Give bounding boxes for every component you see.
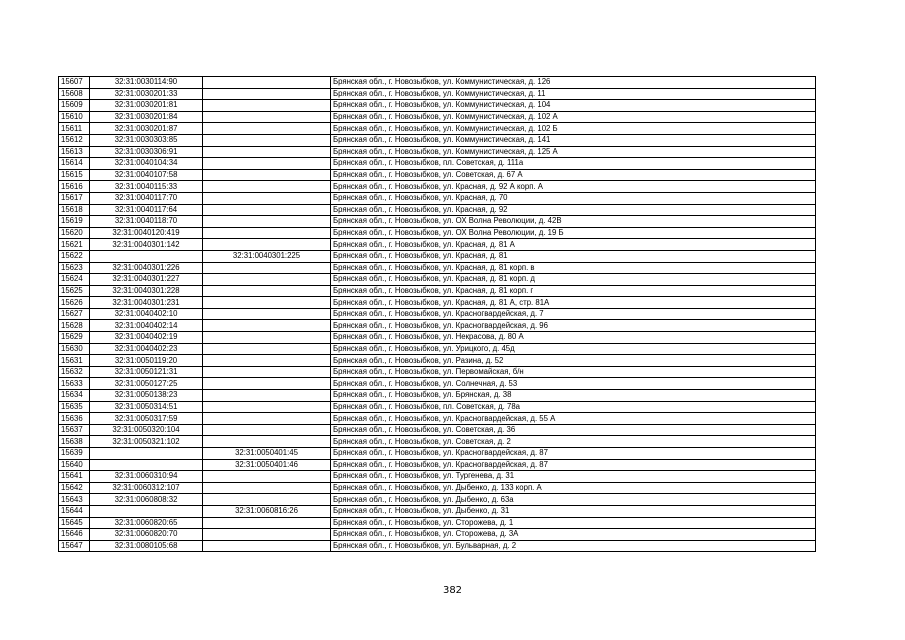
cadastral-number-cell: 32:31:0030306:91 xyxy=(90,146,203,158)
cadastral-number-2-cell xyxy=(203,390,331,402)
row-number-cell: 15646 xyxy=(59,529,90,541)
cadastral-number-2-cell xyxy=(203,285,331,297)
cadastral-number-cell: 32:31:0050138:23 xyxy=(90,390,203,402)
cadastral-number-2-cell xyxy=(203,436,331,448)
row-number-cell: 15611 xyxy=(59,123,90,135)
address-cell: Брянская обл., г. Новозыбков, ул. Советская, д. 36 xyxy=(331,424,816,436)
row-number-cell: 15643 xyxy=(59,494,90,506)
cadastral-number-cell: 32:31:0040301:227 xyxy=(90,274,203,286)
address-cell: Брянская обл., г. Новозыбков, ул. Коммунистическая, д. 126 xyxy=(331,77,816,89)
address-cell: Брянская обл., г. Новозыбков, пл. Советская, д. 111а xyxy=(331,158,816,170)
table-row xyxy=(59,100,816,112)
table-row xyxy=(59,332,816,344)
cadastral-number-cell xyxy=(90,448,203,460)
row-number-cell: 15623 xyxy=(59,262,90,274)
row-number-cell: 15632 xyxy=(59,366,90,378)
row-number-cell: 15626 xyxy=(59,297,90,309)
table-row xyxy=(59,227,816,239)
cadastral-number-2-cell xyxy=(203,158,331,170)
cadastral-number-2-cell xyxy=(203,320,331,332)
table-row xyxy=(59,216,816,228)
cadastral-number-cell xyxy=(90,505,203,517)
cadastral-number-2-cell xyxy=(203,227,331,239)
cadastral-number-2-cell xyxy=(203,413,331,425)
address-cell: Брянская обл., г. Новозыбков, ул. Красная, д. 70 xyxy=(331,192,816,204)
table-row xyxy=(59,436,816,448)
table-row xyxy=(59,77,816,89)
table-row xyxy=(59,505,816,517)
cadastral-number-2-cell xyxy=(203,297,331,309)
address-cell: Брянская обл., г. Новозыбков, ул. Красногвардейская, д. 87 xyxy=(331,459,816,471)
address-cell: Брянская обл., г. Новозыбков, ул. ОХ Волна Революции, д. 42В xyxy=(331,216,816,228)
address-cell: Брянская обл., г. Новозыбков, ул. Урицкого, д. 45д xyxy=(331,343,816,355)
cadastral-number-cell: 32:31:0040402:23 xyxy=(90,343,203,355)
table-row xyxy=(59,285,816,297)
table-body xyxy=(59,77,816,552)
address-cell: Брянская обл., г. Новозыбков, ул. Первомайская, б/н xyxy=(331,366,816,378)
address-cell: Брянская обл., г. Новозыбков, ул. Тургенева, д. 31 xyxy=(331,471,816,483)
table-row xyxy=(59,459,816,471)
cadastral-number-cell: 32:31:0050119:20 xyxy=(90,355,203,367)
cadastral-number-2-cell xyxy=(203,366,331,378)
cadastral-number-2-cell xyxy=(203,540,331,552)
cadastral-number-2-cell xyxy=(203,111,331,123)
table-row xyxy=(59,239,816,251)
cadastral-number-2-cell: 32:31:0050401:46 xyxy=(203,459,331,471)
cadastral-number-cell: 32:31:0040301:228 xyxy=(90,285,203,297)
cadastral-number-cell: 32:31:0030201:33 xyxy=(90,88,203,100)
cadastral-number-2-cell xyxy=(203,88,331,100)
address-cell: Брянская обл., г. Новозыбков, ул. Сторожева, д. 3А xyxy=(331,529,816,541)
cadastral-number-cell: 32:31:0040402:10 xyxy=(90,308,203,320)
table-row xyxy=(59,390,816,402)
address-cell: Брянская обл., г. Новозыбков, ул. Красная, д. 81 корп. в xyxy=(331,262,816,274)
cadastral-number-cell: 32:31:0050320:104 xyxy=(90,424,203,436)
row-number-cell: 15636 xyxy=(59,413,90,425)
cadastral-number-cell: 32:31:0040117:64 xyxy=(90,204,203,216)
row-number-cell: 15629 xyxy=(59,332,90,344)
address-cell: Брянская обл., г. Новозыбков, ул. Сторожева, д. 1 xyxy=(331,517,816,529)
row-number-cell: 15608 xyxy=(59,88,90,100)
cadastral-number-cell: 32:31:0040301:142 xyxy=(90,239,203,251)
cadastral-number-cell: 32:31:0040301:226 xyxy=(90,262,203,274)
row-number-cell: 15615 xyxy=(59,169,90,181)
address-cell: Брянская обл., г. Новозыбков, ул. Брянская, д. 38 xyxy=(331,390,816,402)
cadastral-number-2-cell xyxy=(203,134,331,146)
cadastral-number-2-cell xyxy=(203,146,331,158)
table-row xyxy=(59,343,816,355)
table-row xyxy=(59,250,816,262)
table-row xyxy=(59,355,816,367)
table-row xyxy=(59,146,816,158)
row-number-cell: 15633 xyxy=(59,378,90,390)
table-row xyxy=(59,424,816,436)
address-cell: Брянская обл., г. Новозыбков, ул. Некрасова, д. 80 А xyxy=(331,332,816,344)
row-number-cell: 15638 xyxy=(59,436,90,448)
row-number-cell: 15630 xyxy=(59,343,90,355)
row-number-cell: 15619 xyxy=(59,216,90,228)
cadastral-number-cell: 32:31:0050127:25 xyxy=(90,378,203,390)
row-number-cell: 15635 xyxy=(59,401,90,413)
row-number-cell: 15644 xyxy=(59,505,90,517)
table-row xyxy=(59,378,816,390)
cadastral-number-2-cell xyxy=(203,123,331,135)
cadastral-number-2-cell xyxy=(203,181,331,193)
table-row xyxy=(59,320,816,332)
row-number-cell: 15607 xyxy=(59,77,90,89)
table-row xyxy=(59,181,816,193)
cadastral-number-cell: 32:31:0050121:31 xyxy=(90,366,203,378)
row-number-cell: 15625 xyxy=(59,285,90,297)
address-cell: Брянская обл., г. Новозыбков, ул. ОХ Волна Революции, д. 19 Б xyxy=(331,227,816,239)
address-cell: Брянская обл., г. Новозыбков, ул. Солнечная, д. 53 xyxy=(331,378,816,390)
row-number-cell: 15613 xyxy=(59,146,90,158)
cadastral-number-2-cell xyxy=(203,424,331,436)
table-row xyxy=(59,540,816,552)
cadastral-number-2-cell xyxy=(203,471,331,483)
cadastral-number-cell: 32:31:0030201:81 xyxy=(90,100,203,112)
cadastral-number-2-cell xyxy=(203,308,331,320)
property-table xyxy=(58,76,816,552)
row-number-cell: 15610 xyxy=(59,111,90,123)
cadastral-number-cell: 32:31:0060820:70 xyxy=(90,529,203,541)
row-number-cell: 15617 xyxy=(59,192,90,204)
address-cell: Брянская обл., г. Новозыбков, пл. Советская, д. 78а xyxy=(331,401,816,413)
row-number-cell: 15621 xyxy=(59,239,90,251)
address-cell: Брянская обл., г. Новозыбков, ул. Красная, д. 81 А xyxy=(331,239,816,251)
table-row xyxy=(59,262,816,274)
address-cell: Брянская обл., г. Новозыбков, ул. Красногвардейская, д. 96 xyxy=(331,320,816,332)
address-cell: Брянская обл., г. Новозыбков, ул. Дыбенко, д. 63а xyxy=(331,494,816,506)
cadastral-number-2-cell: 32:31:0060816:26 xyxy=(203,505,331,517)
table-row xyxy=(59,297,816,309)
cadastral-number-cell: 32:31:0040104:34 xyxy=(90,158,203,170)
address-cell: Брянская обл., г. Новозыбков, ул. Разина, д. 52 xyxy=(331,355,816,367)
cadastral-number-cell: 32:31:0040115:33 xyxy=(90,181,203,193)
row-number-cell: 15642 xyxy=(59,482,90,494)
cadastral-number-cell: 32:31:0040107:58 xyxy=(90,169,203,181)
table-row xyxy=(59,413,816,425)
cadastral-number-2-cell xyxy=(203,378,331,390)
cadastral-number-2-cell xyxy=(203,216,331,228)
table-row xyxy=(59,158,816,170)
address-cell: Брянская обл., г. Новозыбков, ул. Коммунистическая, д. 104 xyxy=(331,100,816,112)
row-number-cell: 15624 xyxy=(59,274,90,286)
address-cell: Брянская обл., г. Новозыбков, ул. Коммунистическая, д. 102 Б xyxy=(331,123,816,135)
row-number-cell: 15614 xyxy=(59,158,90,170)
table-row xyxy=(59,192,816,204)
address-cell: Брянская обл., г. Новозыбков, ул. Красная, д. 92 xyxy=(331,204,816,216)
cadastral-number-2-cell xyxy=(203,401,331,413)
table-row xyxy=(59,308,816,320)
cadastral-number-cell: 32:31:0080105:68 xyxy=(90,540,203,552)
cadastral-number-cell: 32:31:0060312:107 xyxy=(90,482,203,494)
cadastral-number-cell: 32:31:0030201:84 xyxy=(90,111,203,123)
row-number-cell: 15618 xyxy=(59,204,90,216)
table-row xyxy=(59,134,816,146)
table-row xyxy=(59,274,816,286)
table-row xyxy=(59,448,816,460)
cadastral-number-cell: 32:31:0060808:32 xyxy=(90,494,203,506)
cadastral-number-cell: 32:31:0030114:90 xyxy=(90,77,203,89)
table-row xyxy=(59,123,816,135)
cadastral-number-2-cell xyxy=(203,169,331,181)
cadastral-number-cell: 32:31:0040118:70 xyxy=(90,216,203,228)
table-row xyxy=(59,529,816,541)
address-cell: Брянская обл., г. Новозыбков, ул. Коммунистическая, д. 141 xyxy=(331,134,816,146)
table-row xyxy=(59,494,816,506)
row-number-cell: 15628 xyxy=(59,320,90,332)
address-cell: Брянская обл., г. Новозыбков, ул. Красная, д. 81 xyxy=(331,250,816,262)
cadastral-number-2-cell xyxy=(203,355,331,367)
cadastral-number-cell: 32:31:0040120:419 xyxy=(90,227,203,239)
row-number-cell: 15647 xyxy=(59,540,90,552)
cadastral-number-2-cell xyxy=(203,482,331,494)
row-number-cell: 15616 xyxy=(59,181,90,193)
row-number-cell: 15637 xyxy=(59,424,90,436)
cadastral-number-cell: 32:31:0030201:87 xyxy=(90,123,203,135)
cadastral-number-cell: 32:31:0060820:65 xyxy=(90,517,203,529)
cadastral-number-2-cell xyxy=(203,192,331,204)
cadastral-number-cell: 32:31:0040301:231 xyxy=(90,297,203,309)
row-number-cell: 15645 xyxy=(59,517,90,529)
address-cell: Брянская обл., г. Новозыбков, ул. Коммунистическая, д. 11 xyxy=(331,88,816,100)
cadastral-number-cell: 32:31:0060310:94 xyxy=(90,471,203,483)
address-cell: Брянская обл., г. Новозыбков, ул. Красногвардейская, д. 7 xyxy=(331,308,816,320)
cadastral-number-cell xyxy=(90,459,203,471)
row-number-cell: 15612 xyxy=(59,134,90,146)
cadastral-number-cell: 32:31:0030303:85 xyxy=(90,134,203,146)
cadastral-number-2-cell xyxy=(203,204,331,216)
address-cell: Брянская обл., г. Новозыбков, ул. Советская, д. 67 А xyxy=(331,169,816,181)
cadastral-number-2-cell: 32:31:0050401:45 xyxy=(203,448,331,460)
address-cell: Брянская обл., г. Новозыбков, ул. Дыбенко, д. 133 корп. А xyxy=(331,482,816,494)
row-number-cell: 15639 xyxy=(59,448,90,460)
cadastral-number-2-cell xyxy=(203,77,331,89)
page-number: 382 xyxy=(442,585,463,596)
address-cell: Брянская обл., г. Новозыбков, ул. Красная, д. 81 А, стр. 81А xyxy=(331,297,816,309)
cadastral-number-cell: 32:31:0040117:70 xyxy=(90,192,203,204)
table-row xyxy=(59,204,816,216)
cadastral-number-cell: 32:31:0050317:59 xyxy=(90,413,203,425)
cadastral-number-2-cell xyxy=(203,332,331,344)
cadastral-number-cell xyxy=(90,250,203,262)
address-cell: Брянская обл., г. Новозыбков, ул. Красная, д. 81 корп. г xyxy=(331,285,816,297)
cadastral-number-2-cell xyxy=(203,262,331,274)
table-row xyxy=(59,482,816,494)
address-cell: Брянская обл., г. Новозыбков, ул. Красная, д. 81 корп. д xyxy=(331,274,816,286)
address-cell: Брянская обл., г. Новозыбков, ул. Красногвардейская, д. 87 xyxy=(331,448,816,460)
cadastral-number-2-cell xyxy=(203,517,331,529)
table-row xyxy=(59,169,816,181)
row-number-cell: 15641 xyxy=(59,471,90,483)
cadastral-number-cell: 32:31:0050314:51 xyxy=(90,401,203,413)
cadastral-number-2-cell xyxy=(203,494,331,506)
cadastral-number-cell: 32:31:0050321:102 xyxy=(90,436,203,448)
cadastral-number-cell: 32:31:0040402:19 xyxy=(90,332,203,344)
cadastral-number-2-cell xyxy=(203,239,331,251)
table-row xyxy=(59,366,816,378)
cadastral-number-2-cell xyxy=(203,343,331,355)
row-number-cell: 15640 xyxy=(59,459,90,471)
cadastral-number-2-cell: 32:31:0040301:225 xyxy=(203,250,331,262)
address-cell: Брянская обл., г. Новозыбков, ул. Бульварная, д. 2 xyxy=(331,540,816,552)
row-number-cell: 15609 xyxy=(59,100,90,112)
cadastral-number-cell: 32:31:0040402:14 xyxy=(90,320,203,332)
table-row xyxy=(59,111,816,123)
row-number-cell: 15627 xyxy=(59,308,90,320)
row-number-cell: 15622 xyxy=(59,250,90,262)
cadastral-number-2-cell xyxy=(203,274,331,286)
cadastral-number-2-cell xyxy=(203,100,331,112)
row-number-cell: 15620 xyxy=(59,227,90,239)
table-row xyxy=(59,88,816,100)
row-number-cell: 15634 xyxy=(59,390,90,402)
address-cell: Брянская обл., г. Новозыбков, ул. Красная, д. 92 А корп. А xyxy=(331,181,816,193)
row-number-cell: 15631 xyxy=(59,355,90,367)
table-row xyxy=(59,401,816,413)
table-row xyxy=(59,471,816,483)
table-row xyxy=(59,517,816,529)
cadastral-number-2-cell xyxy=(203,529,331,541)
address-cell: Брянская обл., г. Новозыбков, ул. Коммунистическая, д. 102 А xyxy=(331,111,816,123)
address-cell: Брянская обл., г. Новозыбков, ул. Дыбенко, д. 31 xyxy=(331,505,816,517)
address-cell: Брянская обл., г. Новозыбков, ул. Советская, д. 2 xyxy=(331,436,816,448)
address-cell: Брянская обл., г. Новозыбков, ул. Коммунистическая, д. 125 А xyxy=(331,146,816,158)
address-cell: Брянская обл., г. Новозыбков, ул. Красногвардейская, д. 55 А xyxy=(331,413,816,425)
